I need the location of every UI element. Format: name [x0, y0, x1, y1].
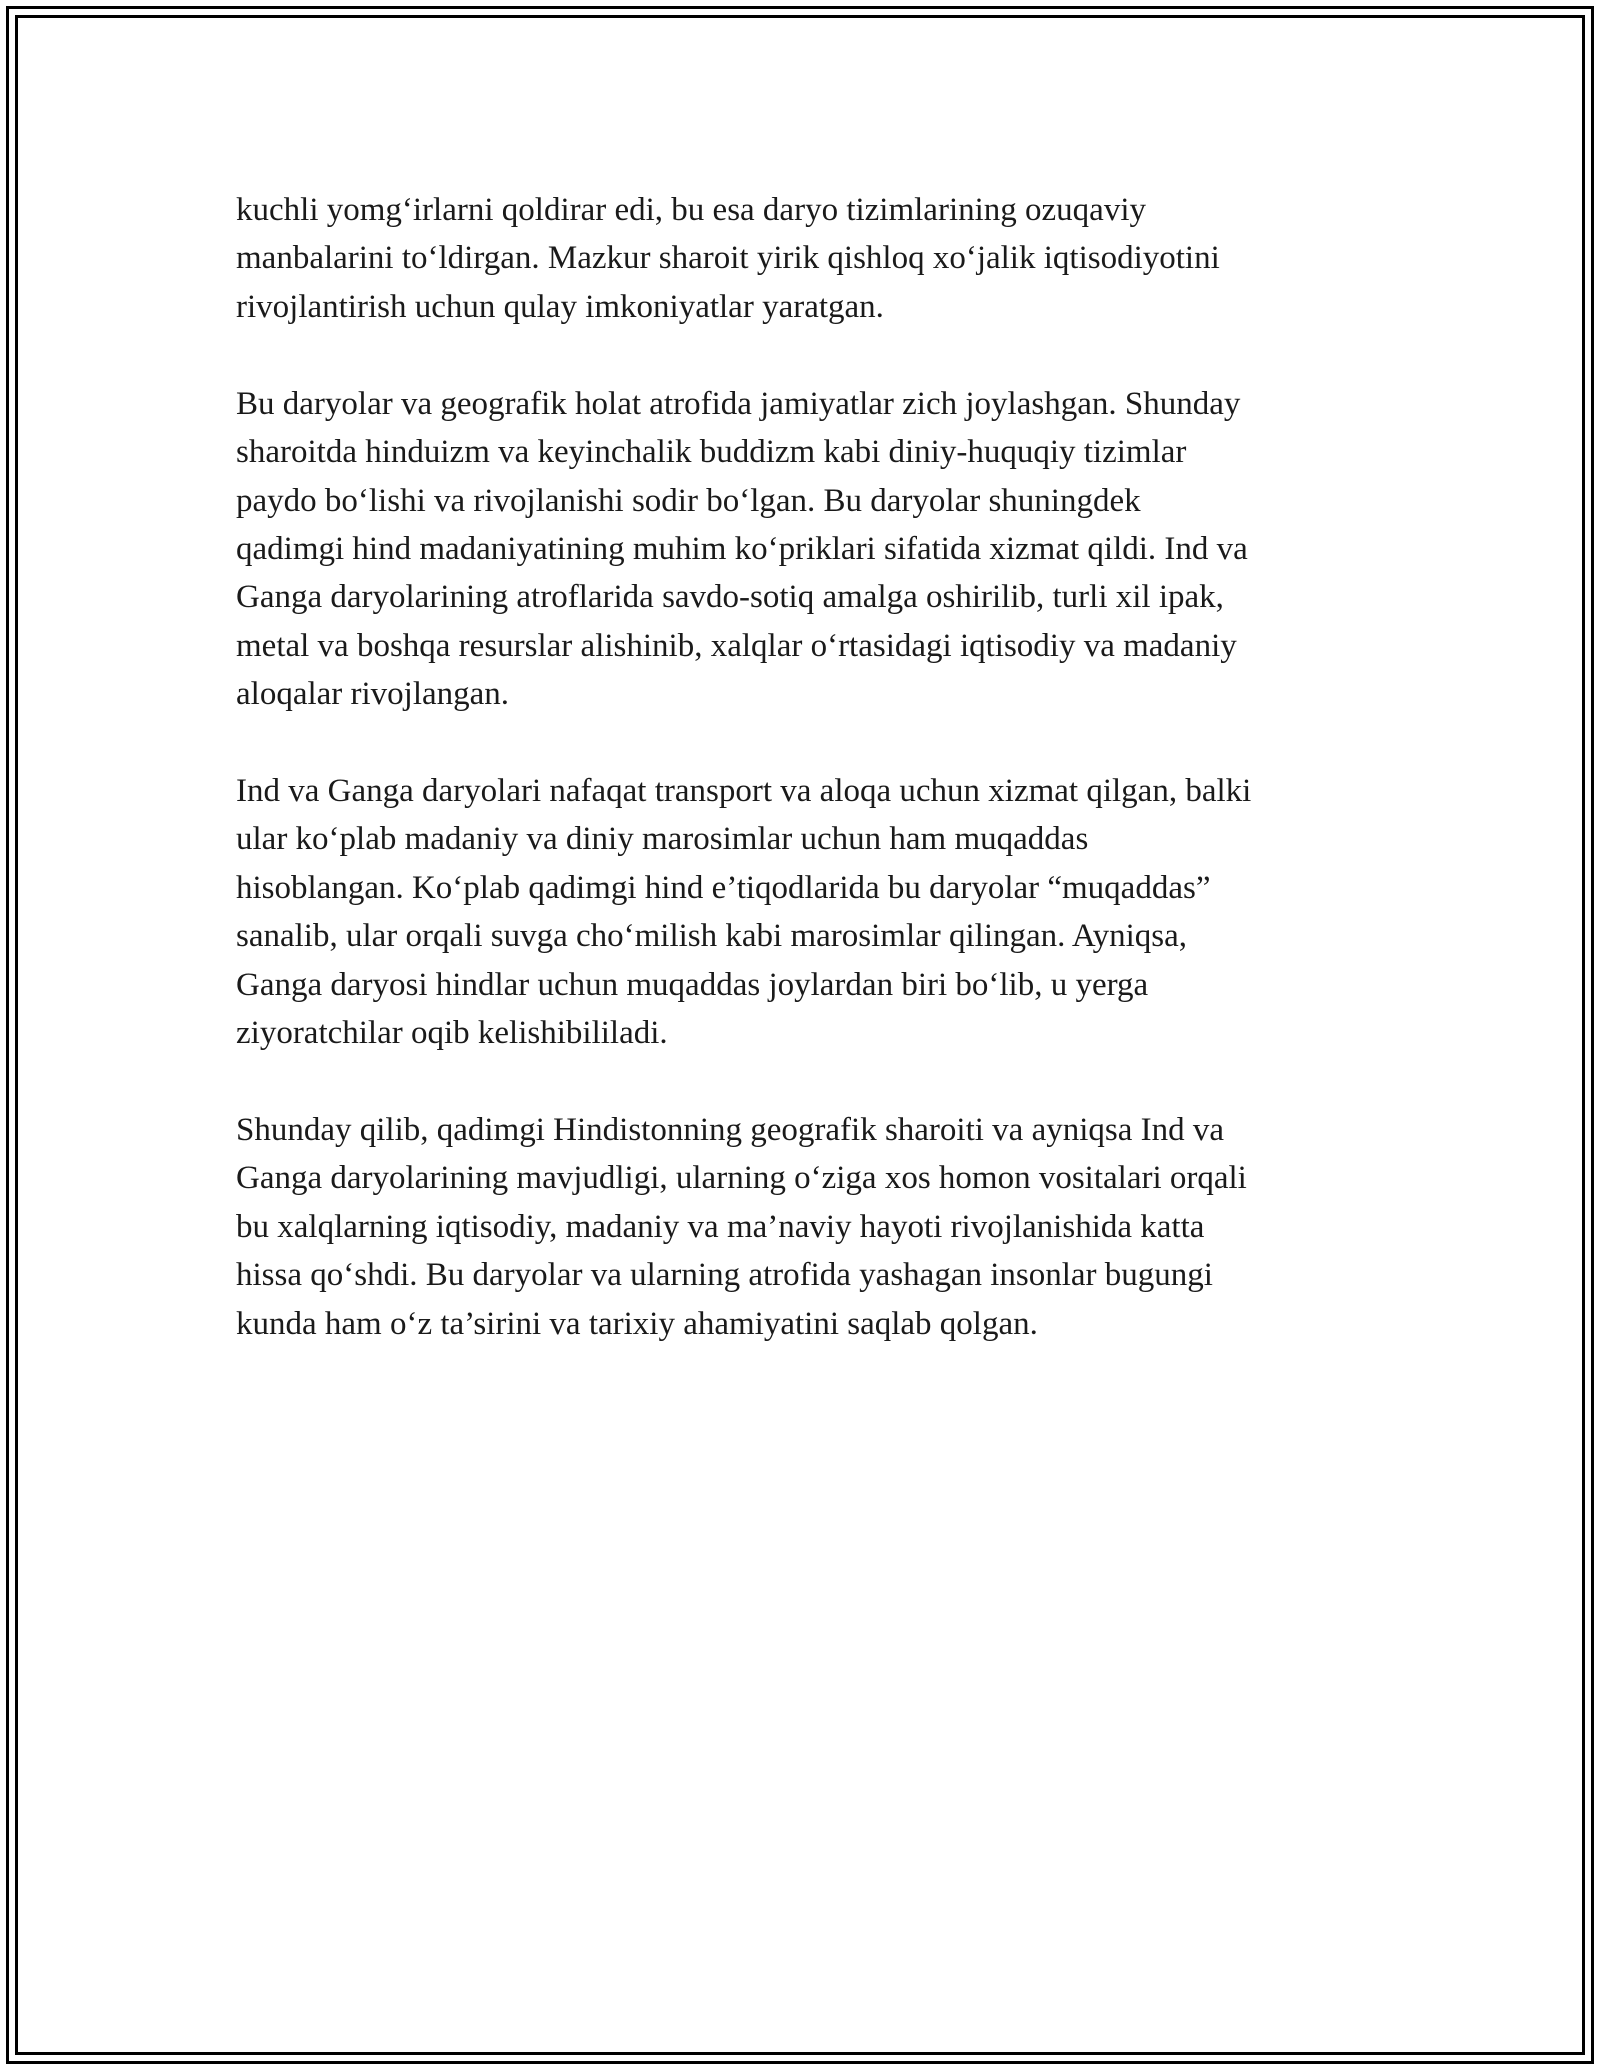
- text-line: Ind va Ganga daryolari nafaqat transport va aloqa uchun xizmat qilgan, balki: [236, 773, 1252, 810]
- text-line: aloqalar rivojlangan.: [236, 676, 510, 713]
- text-line: Shunday qilib, qadimgi Hindistonning geografik sharoiti va ayniqsa Ind va: [236, 1112, 1225, 1149]
- text-line: Ganga daryolarining atroflarida savdo-sotiq amalga oshirilib, turli xil ipak,: [236, 579, 1224, 616]
- text-line: metal va boshqa resurslar alishinib, xalqlar o‘rtasidagi iqtisodiy va madaniy: [236, 627, 1237, 664]
- paragraph-3: [236, 767, 1376, 1057]
- text-line: rivojlantirish uchun qulay imkoniyatlar yaratgan.: [236, 288, 884, 325]
- paragraph-4: [236, 1106, 1376, 1348]
- text-line: Bu daryolar va geografik holat atrofida jamiyatlar zich joylashgan. Shunday: [236, 385, 1241, 422]
- text-line: Ganga daryolarining mavjudligi, ularning o‘ziga xos homon vositalari orqali: [236, 1160, 1247, 1197]
- text-line: ular ko‘plab madaniy va diniy marosimlar uchun ham muqaddas: [236, 821, 1089, 858]
- text-line: sanalib, ular orqali suvga cho‘milish kabi marosimlar qilingan. Ayniqsa,: [236, 918, 1188, 955]
- text-line: hissa qo‘shdi. Bu daryolar va ularning atrofida yashagan insonlar bugungi: [236, 1257, 1213, 1294]
- text-line: ziyoratchilar oqib kelishibililadi.: [236, 1015, 668, 1052]
- text-line: kunda ham o‘z ta’sirini va tarixiy ahamiyatini saqlab qolgan.: [236, 1305, 1038, 1342]
- text-line: kuchli yomg‘irlarni qoldirar edi, bu esa daryo tizimlarining ozuqaviy: [236, 192, 1146, 228]
- text-line: sharoitda hinduizm va keyinchalik buddizm kabi diniy-huquqiy tizimlar: [236, 434, 1187, 471]
- text-line: Ganga daryosi hindlar uchun muqaddas joylardan biri bo‘lib, u yerga: [236, 966, 1149, 1003]
- text-line: paydo bo‘lishi va rivojlanishi sodir bo‘lgan. Bu daryolar shuningdek: [236, 482, 1141, 519]
- text-line: bu xalqlarning iqtisodiy, madaniy va ma’naviy hayoti rivojlanishida katta: [236, 1208, 1205, 1245]
- text-line: manbalarini to‘ldirgan. Mazkur sharoit yirik qishloq xo‘jalik iqtisodiyotini: [236, 240, 1220, 277]
- paragraph-1: [236, 186, 1376, 331]
- document-body: [236, 186, 1376, 1397]
- text-line: qadimgi hind madaniyatining muhim ko‘priklari sifatida xizmat qildi. Ind va: [236, 530, 1248, 567]
- text-line: hisoblangan. Ko‘plab qadimgi hind e’tiqodlarida bu daryolar “muqaddas”: [236, 869, 1211, 906]
- paragraph-2: [236, 380, 1376, 719]
